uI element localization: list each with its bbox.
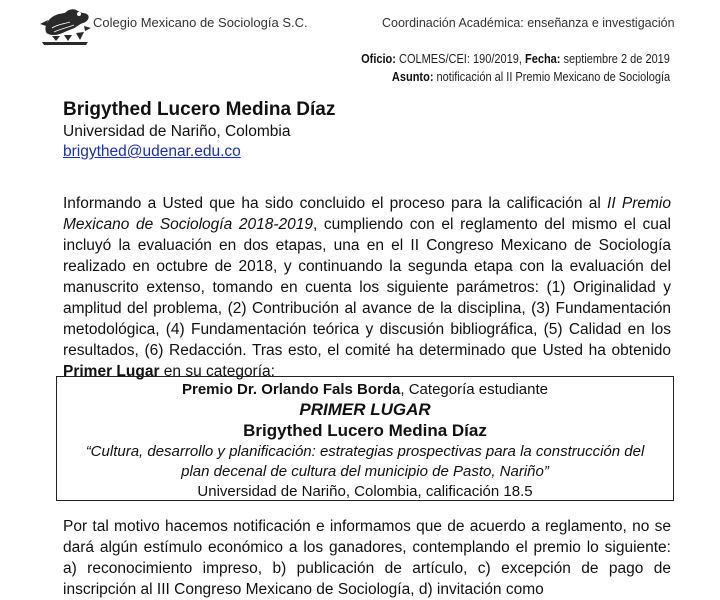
award-winner: Brigythed Lucero Medina Díaz [243,421,487,440]
award-prize-line [57,380,673,399]
fecha-label: Fecha: [525,52,561,66]
fecha-value: septiembre 2 de 2019 [563,52,670,66]
paragraph-text-b: , cumpliendo con el reglamento del mismo el cual incluyó la evaluación en dos etapas, una en el II Congreso Mexicano de Sociología realizado en octubre de 2018, y continuando la segunda etapa con la evaluación del manuscrito extenso, tomando en cuenta los siguiente parámetros: (1) Originalidad y amplitud del problema, (2) Contribución al avance de la disciplina, (3) Fundamentación metodológica, (4) Fundamentación teórica y discusión bibliográfica, (5) Calidad en los resultados, (6) Redacción. Tras esto, el comité ha determinado que Usted ha obtenido [63,216,671,359]
award-box [56,376,674,501]
oficio-value: COLMES/CEI: 190/2019, [399,52,522,66]
coordination-heading: Coordinación Académica: enseñanza e investigación [382,16,675,30]
asunto-value: notificación al II Premio Mexicano de Sociología [436,70,670,84]
asunto-label: Asunto: [391,70,434,84]
asunto-line [392,70,670,84]
paragraph-text-c: en su categoría: [163,363,275,380]
notification-paragraph [63,193,671,382]
award-prize-name: Premio Dr. Orlando Fals Borda [182,381,401,398]
award-place: PRIMER LUGAR [299,400,431,419]
oficio-label: Oficio: [361,52,397,66]
first-place-bold: Primer Lugar [63,363,160,380]
award-category: , Categoría estudiante [400,381,548,398]
organization-name: Colegio Mexicano de Sociología S.C. [93,15,308,30]
award-affiliation-grade: Universidad de Nariño, Colombia, calificación 18.5 [197,483,533,500]
stimulus-paragraph: Por tal motivo hacemos notificación e informamos que de acuerdo a reglamento, no se dará algún estímulo económico a los ganadores, contemplando el premio lo siguiente: a) reconocimiento impreso, b) publicación de artículo, c) excepción de pago de inscripción al III Congreso Mexicano de Sociología, d) invitación como [63,518,671,598]
award-work-title: “Cultura, desarrollo y planificación: estrategias prospectivas para la construcción del plan decenal de cultura del municipio de Pasto, Nariño” [85,443,645,480]
award-name-italic: II Premio Mexicano de Sociología 2018-2019 [63,195,671,233]
colmes-logo [38,2,92,46]
recipient-affiliation: Universidad de Nariño, Colombia [63,123,291,140]
recipient-email-link[interactable]: brigythed@udenar.edu.co [63,143,241,160]
recipient-name: Brigythed Lucero Medina Díaz [63,99,336,120]
paragraph-text-a: Informando a Usted que ha sido concluido el proceso para la calificación al [63,195,601,212]
oficio-line [361,52,670,66]
recipient-block [63,98,335,162]
